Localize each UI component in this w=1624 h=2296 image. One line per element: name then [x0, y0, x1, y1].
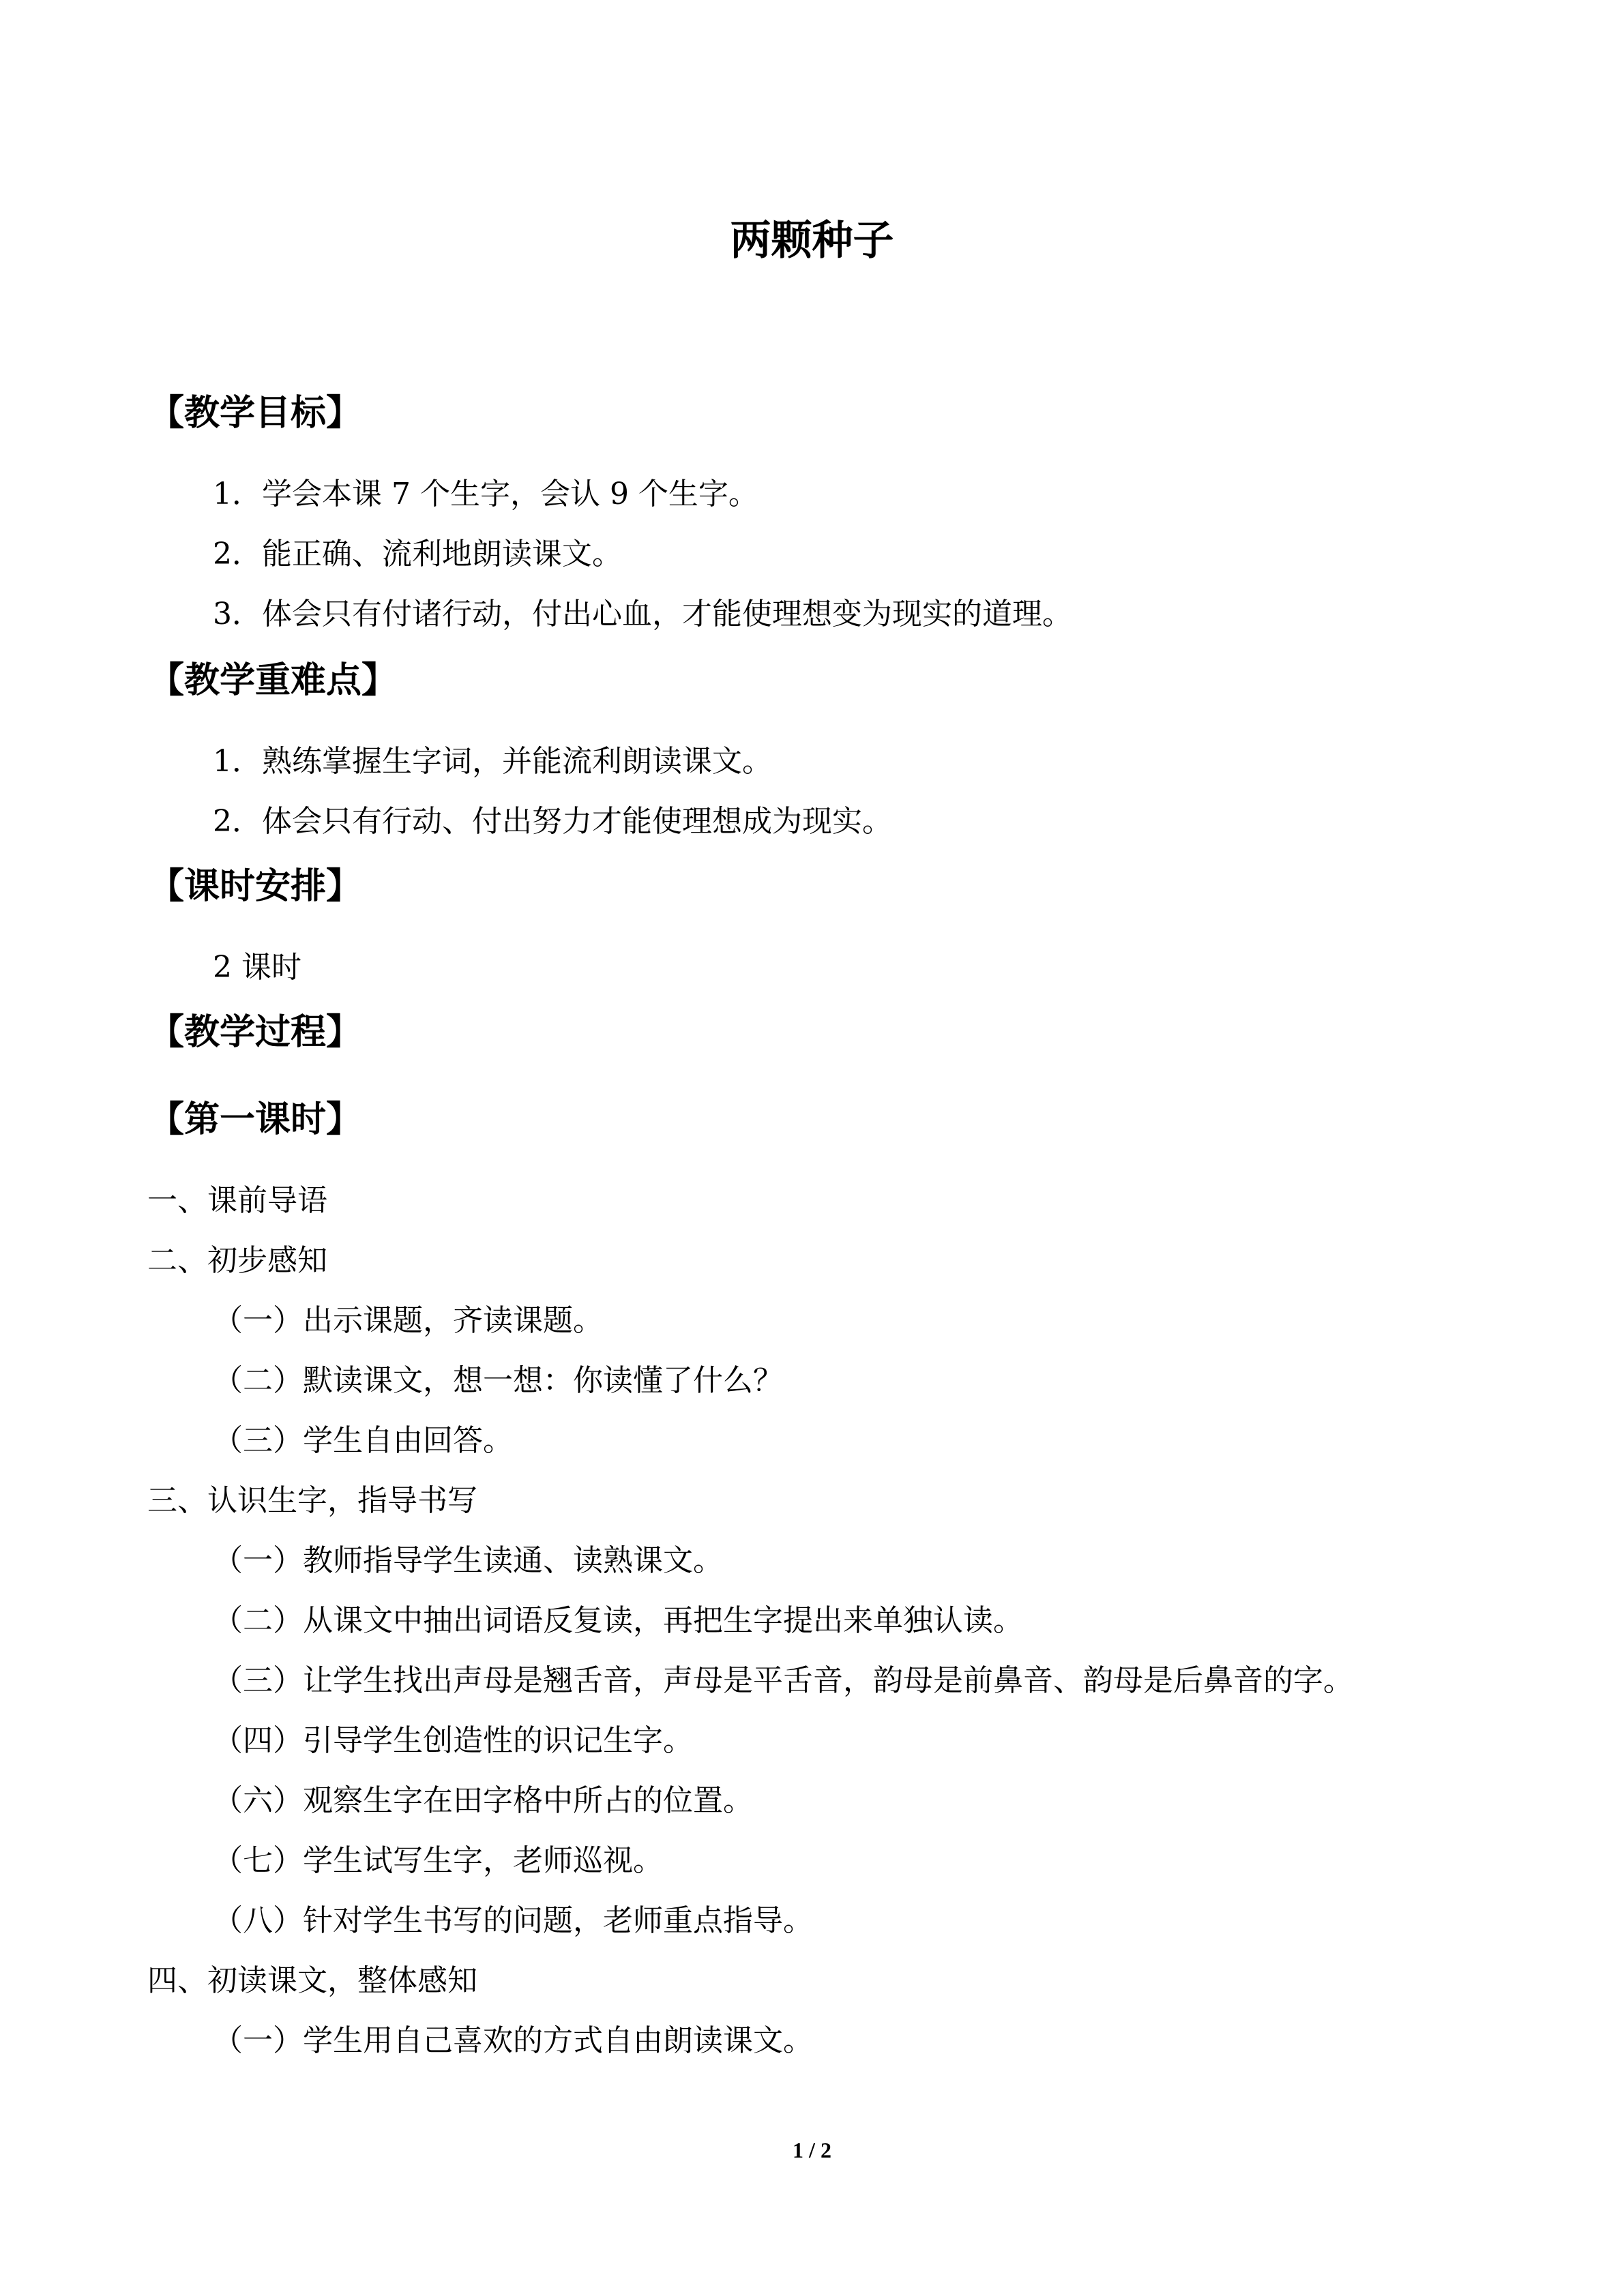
schedule-text: 2 课时 [213, 950, 301, 985]
goal-item-1: 1．学会本课 7 个生字，会认 9 个生字。 [213, 477, 758, 511]
step-3-item-2: （二）从课文中抽出词语反复读，再把生字提出来单独认读。 [213, 1603, 1023, 1638]
key-point-item-2: 2．体会只有行动、付出努力才能使理想成为现实。 [213, 804, 892, 839]
step-3-item-5: （六）观察生字在田字格中所占的位置。 [213, 1783, 753, 1818]
step-3-item-7: （八）针对学生书写的问题，老师重点指导。 [213, 1903, 813, 1938]
step-3-item-6: （七）学生试写生字，老师巡视。 [213, 1843, 663, 1878]
heading-teaching-process: 【教学过程】 [149, 1012, 362, 1053]
step-4-item-1: （一）学生用自己喜欢的方式自由朗读课文。 [213, 2023, 813, 2058]
heading-key-points: 【教学重难点】 [149, 660, 398, 701]
page-number: 1 / 2 [793, 2138, 831, 2162]
step-title-3: 三、认识生字，指导书写 [147, 1483, 477, 1518]
step-title-4: 四、初读课文，整体感知 [147, 1963, 477, 1998]
heading-teaching-goals: 【教学目标】 [149, 393, 362, 434]
key-point-item-1: 1．熟练掌握生字词，并能流利朗读课文。 [213, 744, 772, 779]
step-title-1: 一、课前导语 [147, 1183, 327, 1218]
document-title: 两颗种子 [730, 217, 894, 265]
heading-first-lesson: 【第一课时】 [149, 1099, 362, 1140]
step-3-item-1: （一）教师指导学生读通、读熟课文。 [213, 1543, 723, 1578]
step-2-item-2: （二）默读课文，想一想：你读懂了什么？ [213, 1363, 783, 1398]
heading-schedule: 【课时安排】 [149, 866, 362, 907]
step-2-item-3: （三）学生自由回答。 [213, 1423, 513, 1458]
step-title-2: 二、初步感知 [147, 1243, 327, 1278]
goal-item-3: 3．体会只有付诸行动，付出心血，才能使理想变为现实的道理。 [213, 597, 1072, 631]
step-3-item-3: （三）让学生找出声母是翘舌音，声母是平舌音，韵母是前鼻音、韵母是后鼻音的字。 [213, 1663, 1353, 1698]
step-2-item-1: （一）出示课题，齐读课题。 [213, 1303, 603, 1338]
goal-item-2: 2．能正确、流利地朗读课文。 [213, 537, 622, 571]
step-3-item-4: （四）引导学生创造性的识记生字。 [213, 1723, 693, 1758]
